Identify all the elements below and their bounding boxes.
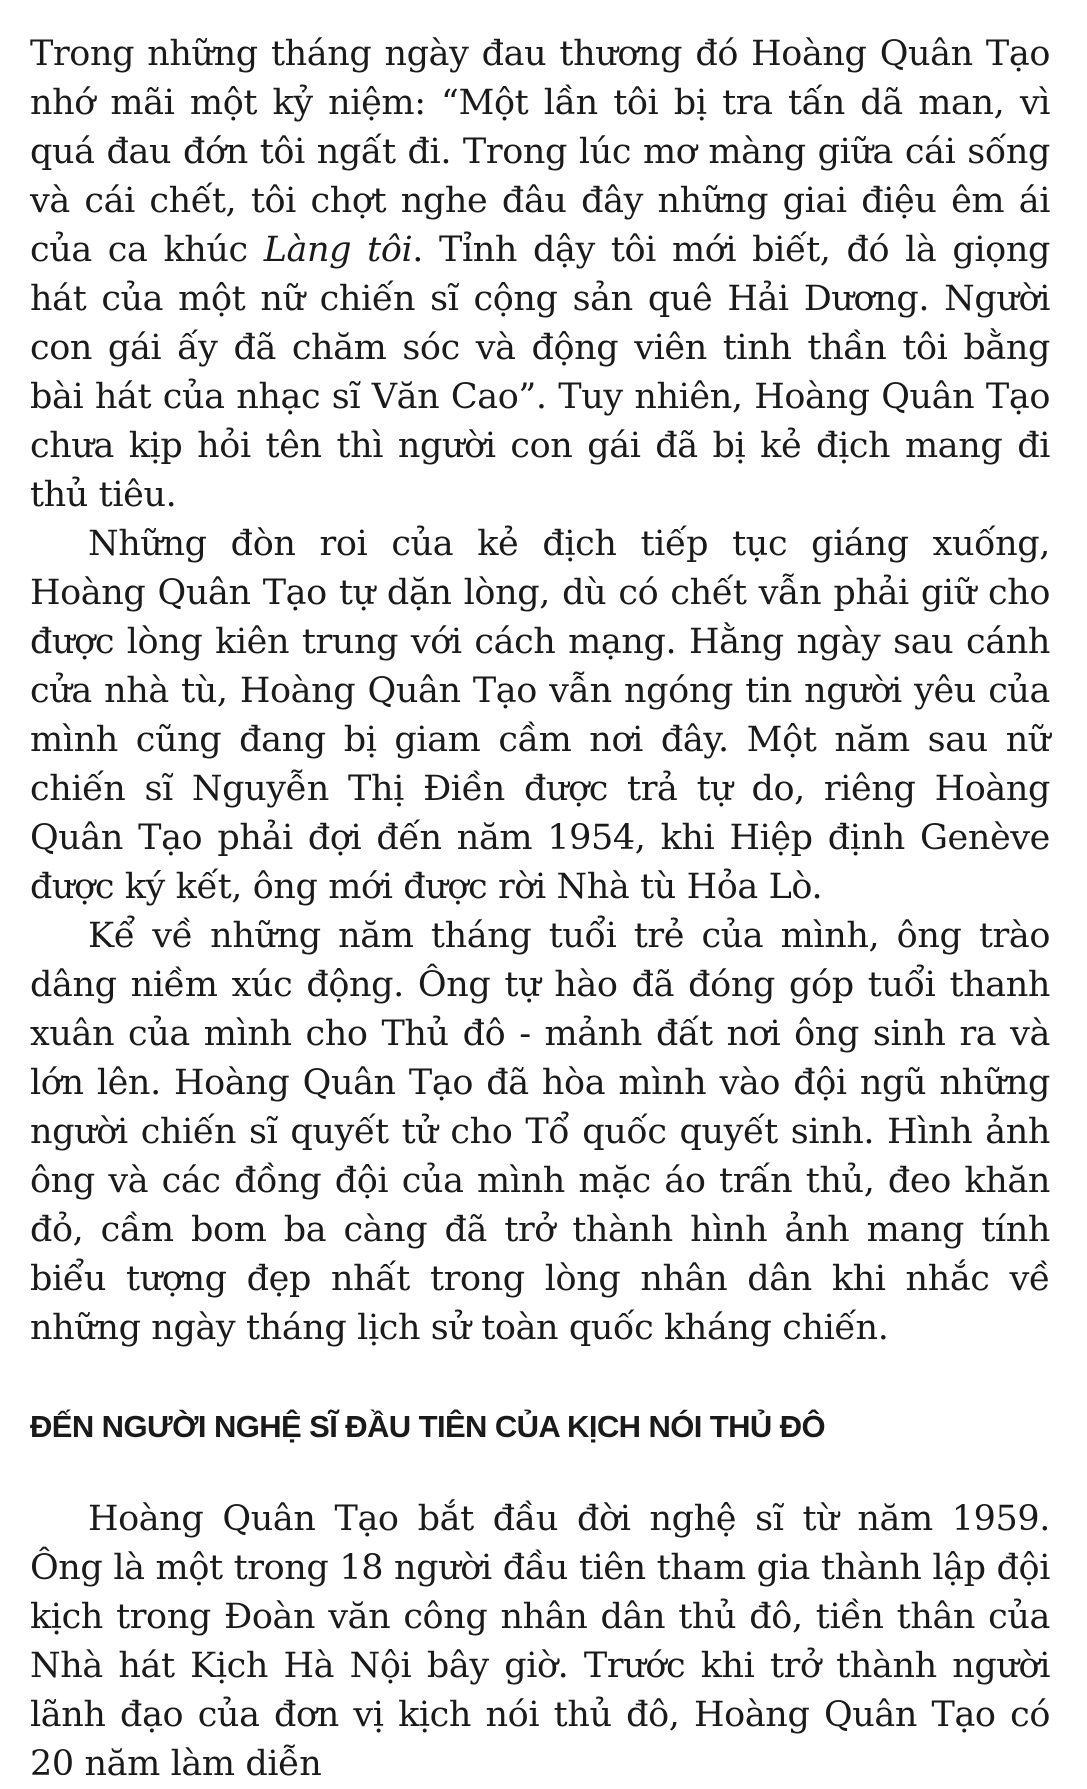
paragraph-memory-text-2: . Tỉnh dậy tôi mới biết, đó là giọng hát của một nữ chiến sĩ cộng sản quê Hải Dương. Người con gái ấy đã chăm sóc và động viên tinh thần tôi bằng bài hát của nhạc sĩ Văn Cao”. Tuy nhiên, Hoàng Quân Tạo chưa kịp hỏi tên thì người con gái đã bị kẻ địch mang đi thủ tiêu. [30,230,1050,515]
paragraph-artist: Hoàng Quân Tạo bắt đầu đời nghệ sĩ từ năm 1959. Ông là một trong 18 người đầu tiên tham gia thành lập đội kịch trong Đoàn văn công nhân dân thủ đô, tiền thân của Nhà hát Kịch Hà Nội bây giờ. Trước khi trở thành người lãnh đạo của đơn vị kịch nói thủ đô, Hoàng Quân Tạo có 20 năm làm diễn [30,1499,1050,1784]
paragraph-memory-text-1: Trong những tháng ngày đau thương đó Hoàng Quân Tạo nhớ mãi một kỷ niệm: “Một lần tôi bị tra tấn dã man, vì quá đau đớn tôi ngất đi. Trong lúc mơ màng giữa cái sống và cái chết, tôi chợt nghe đâu đây những giai điệu êm ái của ca khúc [30,34,1050,270]
paragraph-memory [30,30,1050,520]
paragraph-youth: Kể về những năm tháng tuổi trẻ của mình, ông trào dâng niềm xúc động. Ông tự hào đã đóng góp tuổi thanh xuân của mình cho Thủ đô - mảnh đất nơi ông sinh ra và lớn lên. Hoàng Quân Tạo đã hòa mình vào đội ngũ những người chiến sĩ quyết tử cho Tổ quốc quyết sinh. Hình ảnh ông và các đồng đội của mình mặc áo trấn thủ, đeo khăn đỏ, cầm bom ba càng đã trở thành hình ảnh mang tính biểu tượng đẹp nhất trong lòng nhân dân khi nhắc về những ngày tháng lịch sử toàn quốc kháng chiến. [30,916,1050,1348]
section-heading: ĐẾN NGƯỜI NGHỆ SĨ ĐẦU TIÊN CỦA KỊCH NÓI THỦ ĐÔ [30,1409,825,1444]
document-page [30,30,1050,1789]
song-title-italic: Làng tôi [263,230,413,270]
paragraph-prison: Những đòn roi của kẻ địch tiếp tục giáng xuống, Hoàng Quân Tạo tự dặn lòng, dù có chết vẫn phải giữ cho được lòng kiên trung với cách mạng. Hằng ngày sau cánh cửa nhà tù, Hoàng Quân Tạo vẫn ngóng tin người yêu của mình cũng đang bị giam cầm nơi đây. Một năm sau nữ chiến sĩ Nguyễn Thị Điền được trả tự do, riêng Hoàng Quân Tạo phải đợi đến năm 1954, khi Hiệp định Genève được ký kết, ông mới được rời Nhà tù Hỏa Lò. [30,524,1050,907]
